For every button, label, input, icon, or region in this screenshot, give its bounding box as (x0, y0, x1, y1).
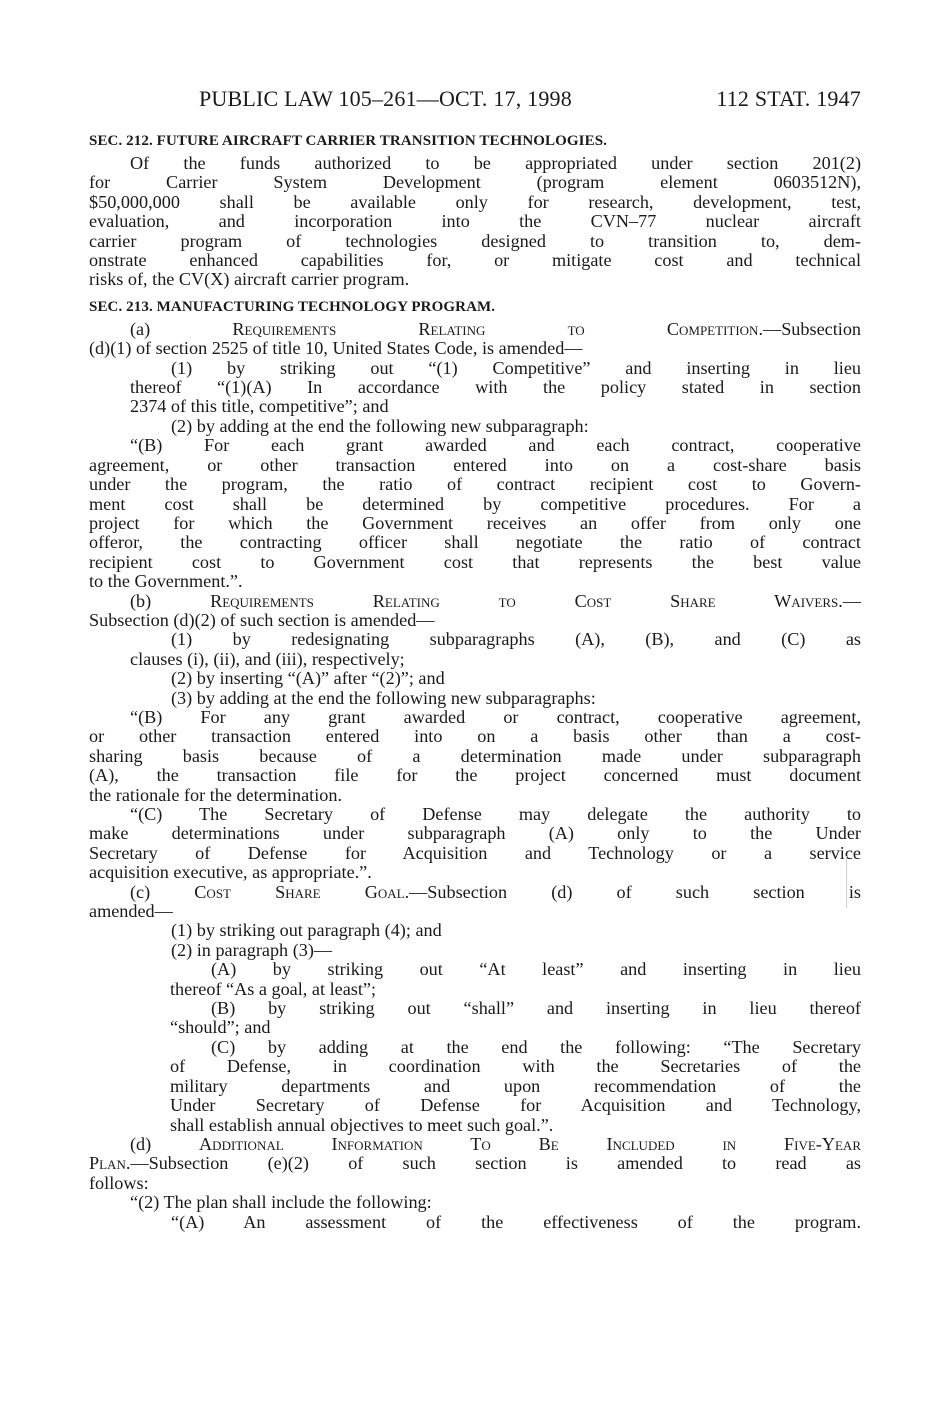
text-line: or other transaction entered into on a basis other than a cost- (89, 726, 861, 747)
subsection-d-title: Additional Information To Be Included in Five-Year (199, 1133, 861, 1154)
text-line: project for which the Government receives an offer from only one (89, 512, 861, 533)
text-line: (2) by adding at the end the following new subparagraph: (171, 415, 589, 436)
subsection-a-line-1: (a) Requirements Relating to Competition.—Subsection (130, 318, 862, 339)
text-line: “should”; and (170, 1017, 271, 1038)
text-line: (C) by adding at the end the following: “The Secretary (211, 1036, 861, 1057)
text-line: (2) in paragraph (3)— (171, 939, 333, 960)
subsection-d-line-1: (d) Additional Information To Be Included in Five-Year (130, 1133, 861, 1154)
text-line: $50,000,000 shall be available only for research, development, test, (89, 191, 861, 212)
text-line: thereof “(1)(A) In accordance with the policy stated in section (130, 377, 861, 398)
text-line: (3) by adding at the end the following new subparagraphs: (171, 687, 596, 708)
text-line: Subsection (d)(2) of such section is amended— (89, 609, 435, 630)
text-line: offeror, the contracting officer shall negotiate the ratio of contract (89, 532, 861, 553)
text-line: recipient cost to Government cost that represents the best value (89, 551, 861, 572)
subsection-a (89, 320, 861, 592)
text-line: of Defense, in coordination with the Secretaries of the (170, 1056, 861, 1077)
text-line: (1) by striking out paragraph (4); and (171, 920, 442, 941)
section-212-heading: SEC. 212. FUTURE AIRCRAFT CARRIER TRANSITION TECHNOLOGIES. (89, 133, 607, 149)
text-line: Secretary of Defense for Acquisition and Technology or a service (89, 842, 861, 863)
text-line: Of the funds authorized to be appropriated under section 201(2) (130, 153, 861, 173)
text-line: agreement, or other transaction entered into on a cost-share basis (89, 454, 861, 475)
text-line: to the Government.”. (89, 571, 243, 592)
text-line: make determinations under subparagraph (A) only to the Under (89, 823, 861, 844)
text-line: acquisition executive, as appropriate.”. (89, 862, 372, 883)
text-line: evaluation, and incorporation into the CVN–77 nuclear aircraft (89, 211, 861, 232)
text-line: the rationale for the determination. (89, 784, 343, 805)
header-stat-page: 112 STAT. 1947 (716, 86, 861, 111)
text-line: carrier program of technologies designed to transition to, dem- (89, 230, 861, 251)
section-213-heading: SEC. 213. MANUFACTURING TECHNOLOGY PROGRAM. (89, 298, 496, 315)
text-line: (2) by inserting “(A)” after “(2)”; and (171, 668, 445, 689)
text-line: (A), the transaction file for the project concerned must document (89, 765, 861, 786)
subsection-b (89, 592, 861, 883)
text-line: for Carrier System Development (program element 0603512N), (89, 172, 861, 193)
text-line: risks of, the CV(X) aircraft carrier program. (89, 269, 410, 290)
text-line: under the program, the ratio of contract recipient cost to Govern- (89, 474, 861, 495)
text-line: (1) by redesignating subparagraphs (A), (B), and (C) as (171, 629, 861, 650)
page (89, 86, 861, 1232)
text-line: Under Secretary of Defense for Acquisition and Technology, (170, 1095, 861, 1116)
text-line: onstrate enhanced capabilities for, or mitigate cost and technical (89, 250, 861, 271)
subsection-b-line-1: (b) Requirements Relating to Cost Share Waivers.— (130, 590, 861, 611)
subsection-d-line-2: Plan.—Subsection (e)(2) of such section is amended to read as (89, 1153, 861, 1174)
subsection-c (89, 883, 861, 1135)
text-line: (A) by striking out “At least” and inserting in lieu (211, 959, 861, 980)
text-line: (B) by striking out “shall” and inserting in lieu thereof (211, 998, 861, 1019)
text-line: “(B) For any grant awarded or contract, cooperative agreement, (130, 706, 861, 727)
text-line: (1) by striking out “(1) Competitive” and inserting in lieu (171, 357, 861, 378)
text-line: amended— (89, 901, 173, 922)
text-line: military departments and upon recommendation of the (170, 1075, 861, 1096)
text-line: “(A) An assessment of the effectiveness of the program. (171, 1211, 861, 1232)
text-line: ment cost shall be determined by competitive procedures. For a (89, 493, 861, 514)
text-line: “(B) For each grant awarded and each contract, cooperative (130, 435, 861, 456)
header-public-law: PUBLIC LAW 105–261—OCT. 17, 1998 (199, 86, 572, 111)
subsection-a-title: Requirements Relating to Competition (232, 318, 759, 339)
text-line: 2374 of this title, competitive”; and (130, 396, 389, 417)
section-212-body (89, 154, 861, 290)
text-line: clauses (i), (ii), and (iii), respectively; (130, 648, 405, 669)
text-line: follows: (89, 1172, 149, 1193)
margin-mark (846, 856, 849, 908)
running-header (89, 86, 861, 116)
text-line: shall establish annual objectives to meet such goal.”. (170, 1114, 554, 1135)
text-line: “(C) The Secretary of Defense may delegate the authority to (130, 804, 861, 824)
subsection-c-title: Cost Share Goal (194, 881, 405, 902)
text-line: (d)(1) of section 2525 of title 10, United States Code, is amended— (89, 338, 583, 359)
text-line: thereof “As a goal, at least”; (170, 978, 377, 999)
subsection-d (89, 1135, 861, 1232)
subsection-c-line-1: (c) Cost Share Goal.—Subsection (d) of such section is (130, 881, 861, 902)
subsection-b-title: Requirements Relating to Cost Share Waivers (210, 590, 839, 611)
text-line: sharing basis because of a determination made under subparagraph (89, 745, 861, 766)
text-line: “(2) The plan shall include the following: (130, 1192, 432, 1213)
